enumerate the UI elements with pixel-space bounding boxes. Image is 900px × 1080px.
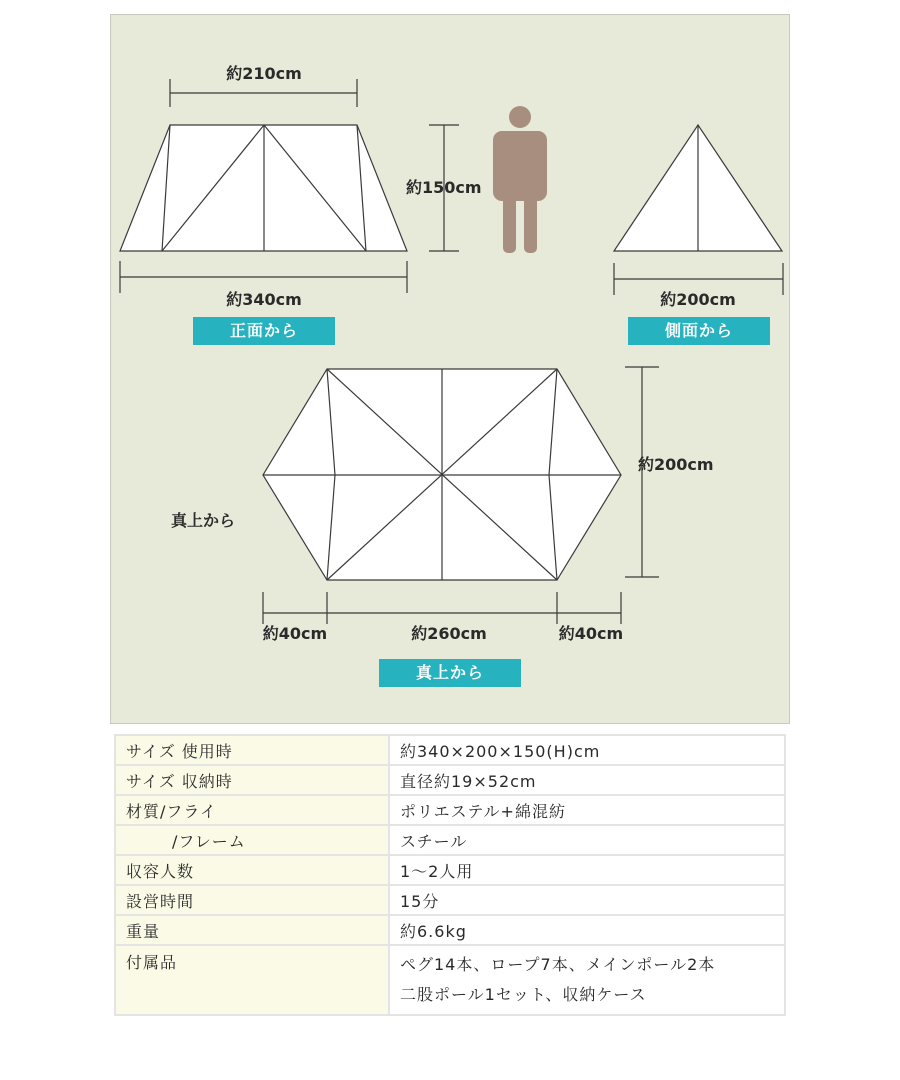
spec-label: サイズ 使用時 [115, 735, 389, 765]
diagram-drawing [111, 15, 791, 725]
person-silhouette [493, 106, 547, 253]
spec-value: 直径約19×52cm [389, 765, 785, 795]
tent-dimension-diagram [110, 14, 790, 724]
middle-length-label: 約260cm [411, 624, 487, 643]
front-bottom-width-label: 約340cm [226, 290, 302, 309]
table-row [115, 855, 785, 885]
side-width-label: 約200cm [660, 290, 736, 309]
depth-label: 約200cm [638, 455, 714, 474]
left-overhang-label: 約40cm [262, 624, 328, 643]
spec-label: 収容人数 [115, 855, 389, 885]
table-row [115, 885, 785, 915]
top-view-caption: 真上から [379, 659, 521, 687]
spec-value: 約6.6kg [389, 915, 785, 945]
spec-label: 材質/フライ [115, 795, 389, 825]
table-row [115, 915, 785, 945]
spec-label: /フレーム [115, 825, 389, 855]
spec-table [114, 734, 786, 1016]
spec-value: ポリエステル+綿混紡 [389, 795, 785, 825]
spec-label: 付属品 [115, 945, 389, 1015]
spec-label: 設営時間 [115, 885, 389, 915]
table-row [115, 765, 785, 795]
table-row [115, 735, 785, 765]
spec-value: 1～2人用 [389, 855, 785, 885]
spec-value: 15分 [389, 885, 785, 915]
side-view-caption: 側面から [628, 317, 770, 345]
table-row [115, 825, 785, 855]
height-label: 約150cm [406, 178, 482, 197]
right-overhang-label: 約40cm [558, 624, 624, 643]
spec-value: 約340×200×150(H)cm [389, 735, 785, 765]
spec-value: スチール [389, 825, 785, 855]
top-view-side-label: 真上から [171, 511, 236, 530]
spec-label: 重量 [115, 915, 389, 945]
table-row [115, 945, 785, 1015]
accessories-line-2: 二股ポール1セット、収納ケース [400, 985, 647, 1004]
spec-value [389, 945, 785, 1015]
table-row [115, 795, 785, 825]
front-view-caption: 正面から [193, 317, 335, 345]
front-top-width-label: 約210cm [226, 64, 302, 83]
accessories-line-1: ペグ14本、ロープ7本、メインポール2本 [400, 955, 716, 974]
spec-label: サイズ 収納時 [115, 765, 389, 795]
